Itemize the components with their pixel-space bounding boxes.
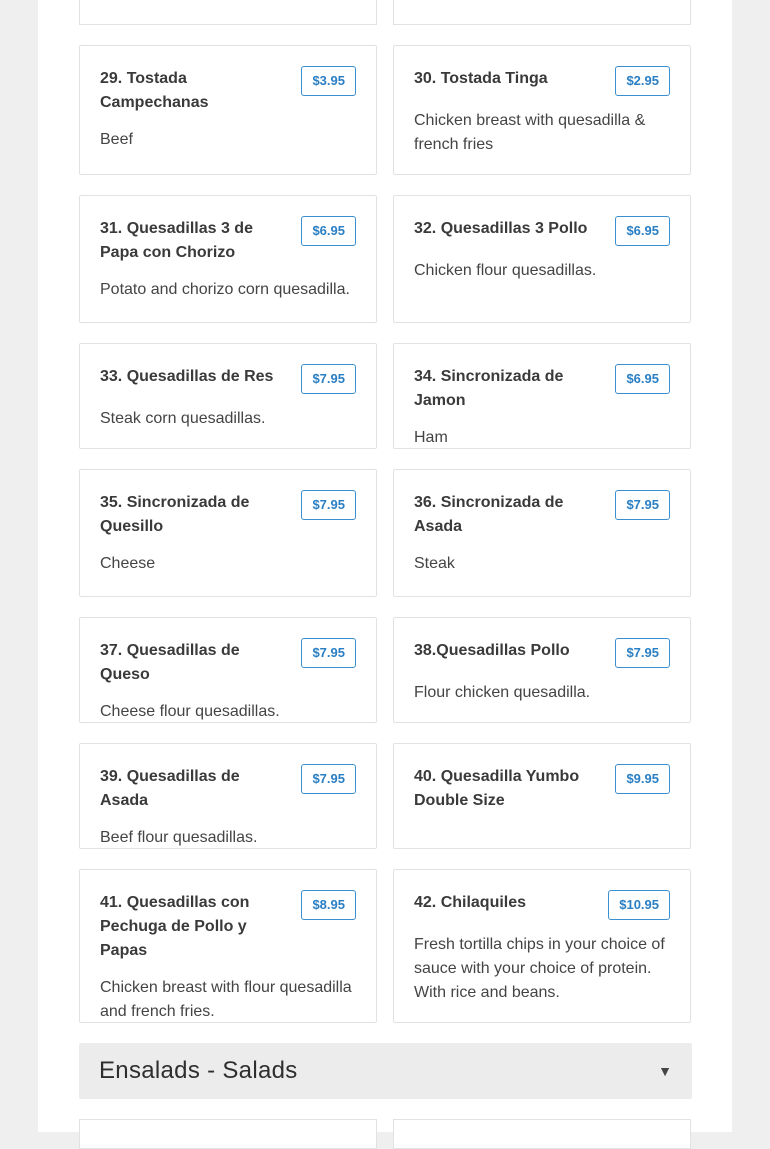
menu-item-card[interactable] — [393, 195, 691, 323]
menu-item-name: 36. Sincronizada de Asada — [414, 494, 564, 535]
add-to-order-price-button[interactable]: $6.95 — [301, 216, 356, 246]
section-header-salads[interactable] — [79, 1043, 692, 1099]
menu-item-description: Flour chicken quesadilla. — [414, 684, 591, 701]
menu-item-description: Fresh tortilla chips in your choice of sauce with your choice of protein. With rice and beans. — [414, 936, 665, 1001]
menu-item-description: Chicken breast with quesadilla & french fries — [414, 112, 646, 153]
add-to-order-price-button[interactable]: $6.95 — [615, 216, 670, 246]
add-to-order-price-button[interactable]: $7.95 — [301, 764, 356, 794]
menu-item-description: Ham — [414, 429, 448, 446]
add-to-order-price-button[interactable]: $6.95 — [615, 364, 670, 394]
add-to-order-price-button[interactable]: $7.95 — [301, 638, 356, 668]
menu-item-card[interactable] — [393, 45, 691, 175]
menu-item-card[interactable] — [393, 869, 691, 1023]
menu-item-name: 29. Tostada Campechanas — [100, 70, 209, 111]
menu-item-card[interactable] — [79, 1119, 377, 1149]
caret-down-icon[interactable]: ▼ — [658, 1063, 672, 1079]
menu-item-name: 38.Quesadillas Pollo — [414, 642, 570, 659]
add-to-order-price-button[interactable]: $7.95 — [615, 490, 670, 520]
menu-item-description: Steak corn quesadillas. — [100, 410, 266, 427]
menu-item-name: 33. Quesadillas de Res — [100, 368, 274, 385]
menu-item-name: 34. Sincronizada de Jamon — [414, 368, 564, 409]
menu-item-card[interactable] — [393, 743, 691, 849]
menu-item-name: 31. Quesadillas 3 de Papa con Chorizo — [100, 220, 253, 261]
menu-item-card[interactable] — [393, 1119, 691, 1149]
menu-item-description: Chicken breast with flour quesadilla and french fries. — [100, 979, 352, 1020]
menu-item-card[interactable] — [79, 869, 377, 1023]
menu-item-description: Beef — [100, 131, 133, 148]
add-to-order-price-button[interactable]: $9.95 — [615, 764, 670, 794]
menu-item-name: 39. Quesadillas de Asada — [100, 768, 240, 809]
menu-item-name: 41. Quesadillas con Pechuga de Pollo y Papas — [100, 894, 250, 959]
menu-page — [38, 0, 732, 1132]
menu-item-card[interactable] — [79, 617, 377, 723]
menu-item-name: 40. Quesadilla Yumbo Double Size — [414, 768, 580, 809]
menu-item-description: Chicken flour quesadillas. — [414, 262, 597, 279]
menu-item-card[interactable] — [79, 343, 377, 449]
menu-item-card[interactable] — [79, 743, 377, 849]
menu-item-card[interactable] — [393, 343, 691, 449]
menu-item-name: 30. Tostada Tinga — [414, 70, 548, 87]
menu-item-card[interactable] — [79, 195, 377, 323]
menu-item-description: Cheese — [100, 555, 156, 572]
menu-item-description: Steak — [414, 555, 455, 572]
menu-item-description: Cheese flour quesadillas. — [100, 703, 280, 720]
add-to-order-price-button[interactable]: $3.95 — [301, 66, 356, 96]
menu-item-name: 35. Sincronizada de Quesillo — [100, 494, 250, 535]
menu-grid — [79, 0, 692, 1030]
menu-item-description: Potato and chorizo corn quesadilla. — [100, 281, 350, 298]
add-to-order-price-button[interactable]: $2.95 — [615, 66, 670, 96]
add-to-order-price-button[interactable]: $7.95 — [615, 638, 670, 668]
add-to-order-price-button[interactable]: $7.95 — [301, 364, 356, 394]
menu-item-name: 32. Quesadillas 3 Pollo — [414, 220, 588, 237]
section-title: Ensalads - Salads — [99, 1057, 298, 1084]
menu-item-card[interactable] — [79, 469, 377, 597]
menu-item-name: 37. Quesadillas de Queso — [100, 642, 240, 683]
menu-item-card[interactable] — [393, 469, 691, 597]
menu-item-name: 42. Chilaquiles — [414, 894, 527, 911]
menu-item-card[interactable] — [393, 617, 691, 723]
add-to-order-price-button[interactable]: $8.95 — [301, 890, 356, 920]
menu-item-description: Beef flour quesadillas. — [100, 829, 258, 846]
menu-item-card[interactable] — [79, 45, 377, 175]
add-to-order-price-button[interactable]: $10.95 — [608, 890, 670, 920]
add-to-order-price-button[interactable]: $7.95 — [301, 490, 356, 520]
